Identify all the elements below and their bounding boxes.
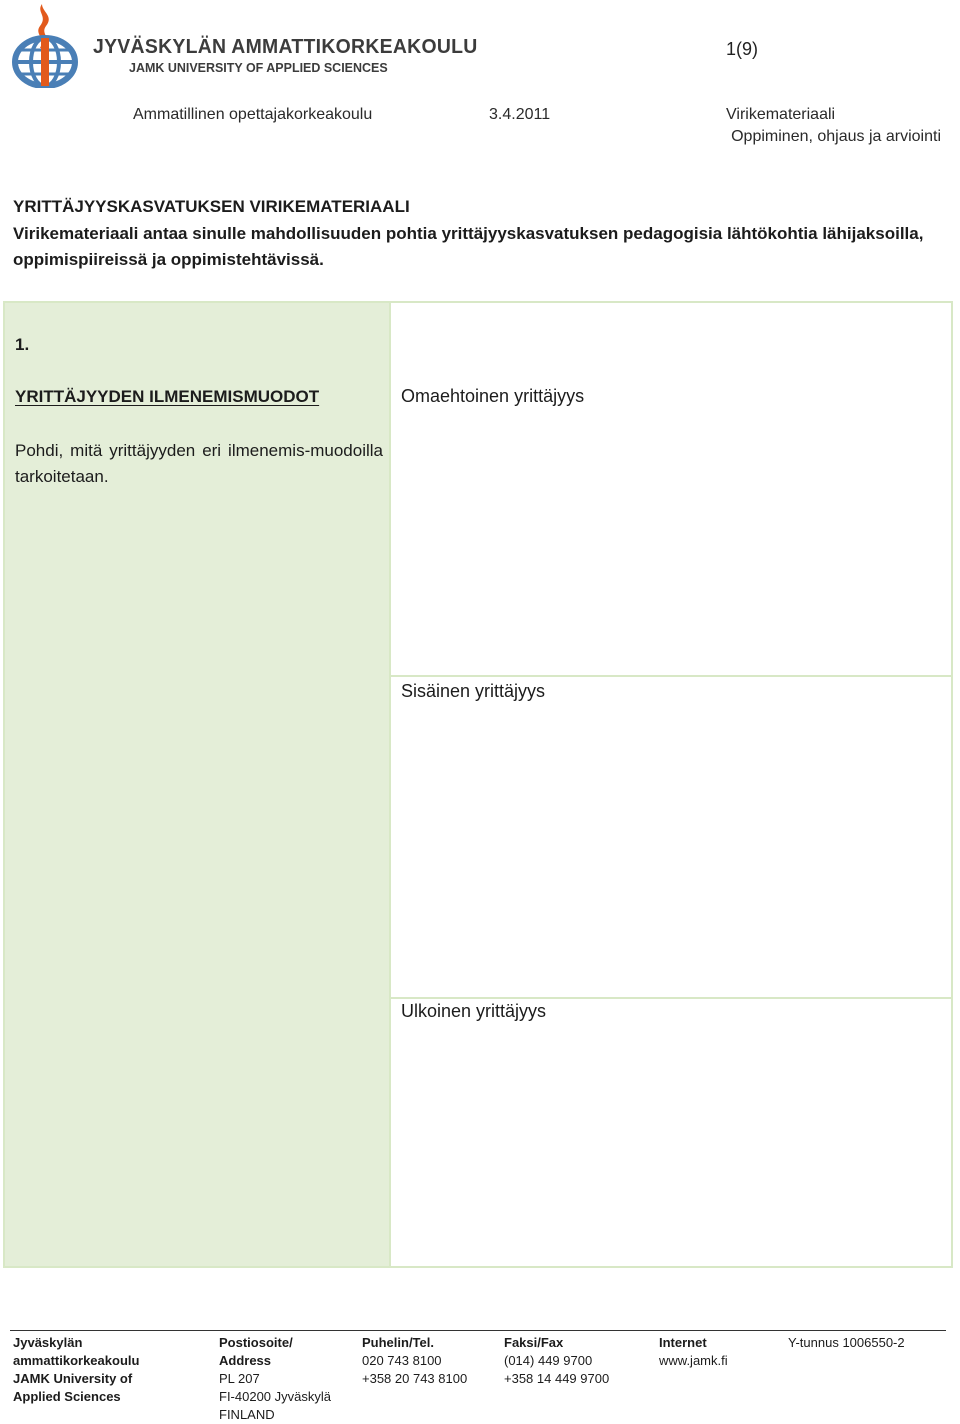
answer-cell-label: Ulkoinen yrittäjyys — [401, 1001, 547, 1021]
footer-internet-link[interactable]: www.jamk.fi — [659, 1353, 728, 1368]
header-doc-type: Virikemateriaali — [726, 106, 836, 123]
page-number: 1(9) — [726, 39, 759, 59]
footer-phone-line: +358 20 743 8100 — [362, 1371, 468, 1386]
header-institution: Ammatillinen opettajakorkeakoulu — [133, 106, 373, 123]
header-date: 3.4.2011 — [489, 106, 551, 123]
document-title: YRITTÄJYYSKASVATUKSEN VIRIKEMATERIAALI — [13, 197, 410, 216]
brand-subtitle: JAMK UNIVERSITY OF APPLIED SCIENCES — [129, 60, 388, 75]
footer-divider — [10, 1330, 946, 1331]
header-topic: Oppiminen, ohjaus ja arviointi — [731, 128, 941, 145]
task-number: 1. — [15, 335, 30, 354]
footer-fax-line: (014) 449 9700 — [504, 1353, 593, 1368]
footer-org-line: ammattikorkeakoulu — [13, 1353, 140, 1368]
footer-org-line: JAMK University of — [13, 1371, 133, 1386]
footer-postal — [219, 1334, 331, 1424]
answer-cell-label: Sisäinen yrittäjyys — [401, 681, 546, 701]
footer-fax-line: +358 14 449 9700 — [504, 1371, 610, 1386]
footer-org-line: Jyväskylän — [13, 1335, 83, 1350]
footer-organization — [13, 1334, 139, 1406]
footer-phone-label: Puhelin/Tel. — [362, 1335, 434, 1350]
task-description-panel — [5, 303, 391, 1266]
footer-postal-line: PL 207 — [219, 1371, 260, 1386]
task-heading: YRITTÄJYYDEN ILMENEMISMUODOT — [15, 387, 320, 406]
footer-internet-label: Internet — [659, 1335, 707, 1350]
answer-cell-omaehtoinen[interactable] — [391, 303, 951, 677]
footer-business-id-text: Y-tunnus 1006550-2 — [788, 1335, 905, 1350]
answer-cell-label: Omaehtoinen yrittäjyys — [401, 386, 585, 406]
brand-name: JYVÄSKYLÄN AMMATTIKORKEAKOULU — [93, 36, 478, 58]
document-intro: Virikemateriaali antaa sinulle mahdollisuuden pohtia yrittäjyyskasvatuksen pedagogisia lähtökohtia lähijaksoilla, oppimispiireissä ja oppimistehtävissä. — [13, 224, 924, 269]
answer-cell-ulkoinen[interactable] — [391, 999, 951, 1266]
footer-fax — [504, 1334, 609, 1388]
jamk-logo-icon — [12, 2, 78, 88]
footer-postal-line: FI-40200 Jyväskylä — [219, 1389, 331, 1404]
footer-postal-label: Address — [219, 1353, 272, 1368]
footer-postal-label: Postiosoite/ — [219, 1335, 293, 1350]
footer-org-line: Applied Sciences — [13, 1389, 121, 1404]
footer-internet — [659, 1334, 728, 1370]
footer-phone — [362, 1334, 467, 1388]
footer-phone-line: 020 743 8100 — [362, 1353, 442, 1368]
task-prompt: Pohdi, mitä yrittäjyyden eri ilmenemis-muodoilla tarkoitetaan. — [15, 441, 383, 486]
footer-business-id — [788, 1334, 905, 1352]
task-table — [3, 301, 953, 1268]
answer-cell-sisainen[interactable] — [391, 677, 951, 999]
footer-fax-label: Faksi/Fax — [504, 1335, 564, 1350]
footer-postal-line: FINLAND — [219, 1407, 275, 1422]
